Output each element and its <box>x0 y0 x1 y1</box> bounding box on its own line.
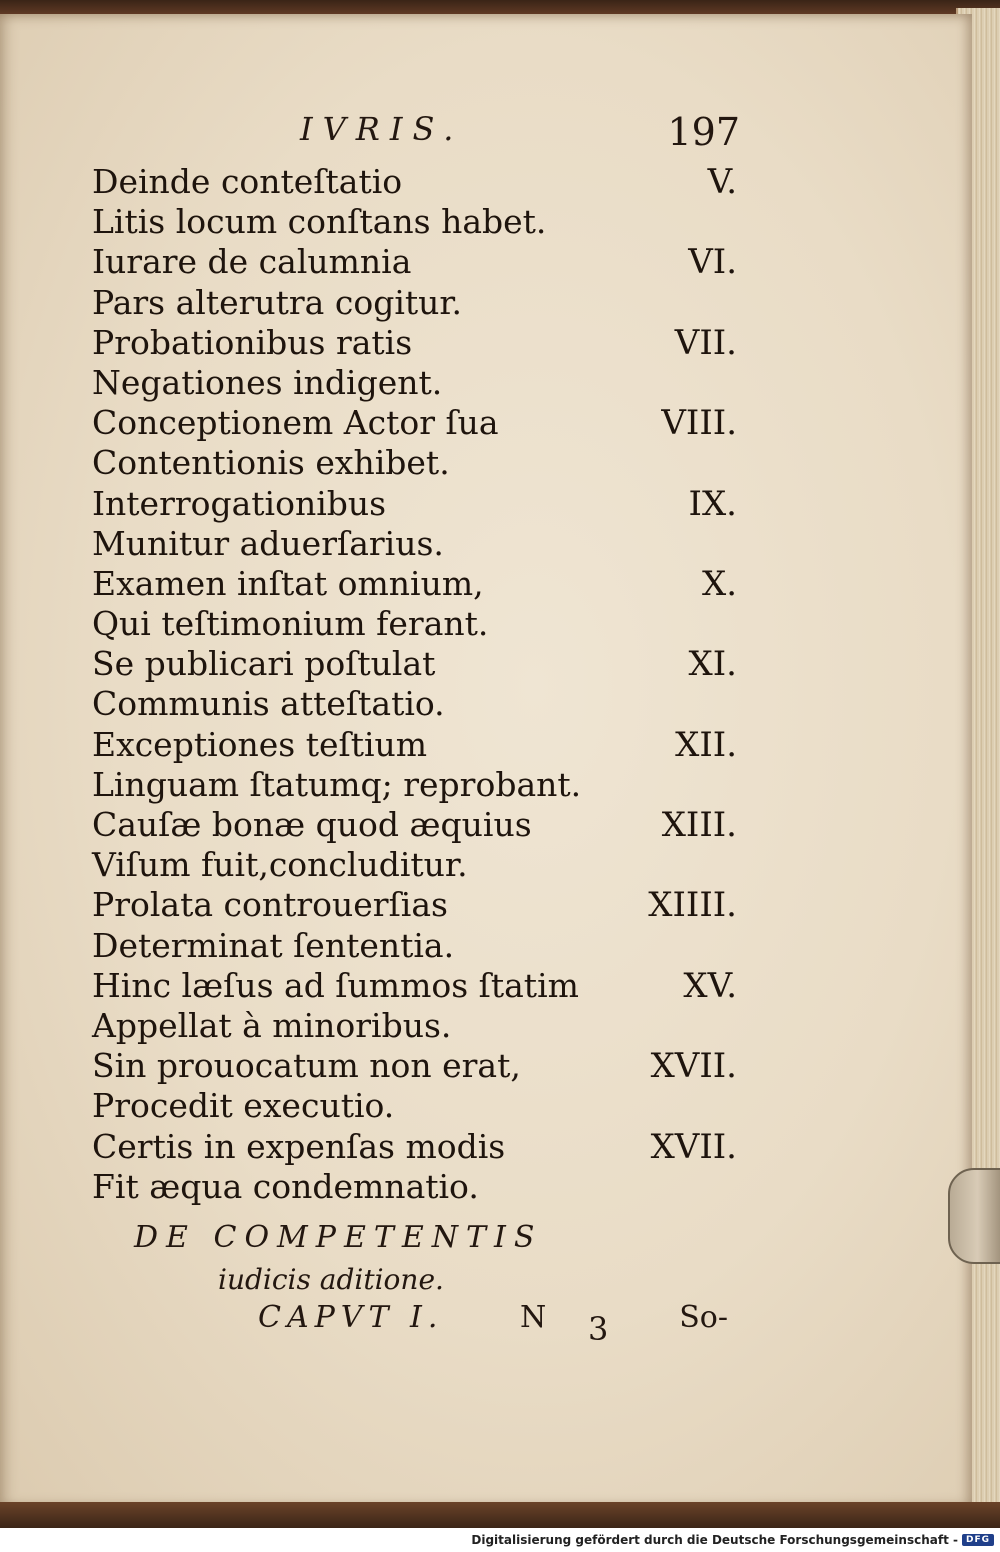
verse-line <box>92 885 737 925</box>
verse-text: Fit æqua condemnatio. <box>92 1166 479 1206</box>
verse-text: Iurare de calumnia <box>92 242 412 282</box>
chapter-numeral: IX. <box>688 483 737 524</box>
verse-text: Contentionis exhibet. <box>92 443 450 483</box>
verse-line <box>92 1046 737 1086</box>
page-number: 197 <box>667 110 740 154</box>
chapter-numeral: VII. <box>674 322 737 363</box>
chapter-subtitle: iudicis aditione. <box>218 1263 444 1296</box>
chapter-numeral: XVII. <box>650 1126 737 1167</box>
verse-text: Hinc læſus ad ſummos ſtatim <box>92 965 579 1005</box>
caput-label: CAPVT I. <box>258 1300 444 1335</box>
verse-text: Linguam ſtatumq; reprobant. <box>92 764 582 804</box>
verse-line <box>92 242 737 282</box>
verse-text: Qui teſtimonium ferant. <box>92 604 489 644</box>
verse-text: Determinat ſententia. <box>92 925 455 965</box>
chapter-numeral: XII. <box>675 724 737 765</box>
book-page <box>0 14 972 1508</box>
verse-line <box>92 283 737 323</box>
catchword: So- <box>679 1300 728 1335</box>
verse-line <box>92 644 737 684</box>
digitization-credit <box>471 1530 994 1550</box>
verse-text: Appellat à minoribus. <box>92 1005 452 1045</box>
verse-text: Procedit executio. <box>92 1086 395 1126</box>
page-tab-marker <box>948 1168 1000 1264</box>
verse-line <box>92 805 737 845</box>
verse-text: Exceptiones teſtium <box>92 724 428 764</box>
signature-mark: N <box>520 1300 547 1335</box>
verse-text: Cauſæ bonæ quod æquius <box>92 805 532 844</box>
verse-list <box>92 162 737 1207</box>
chapter-numeral: XIII. <box>661 805 737 845</box>
chapter-heading <box>134 1218 754 1302</box>
verse-line <box>92 363 737 403</box>
verse-text: Pars alterutra cogitur. <box>92 282 463 322</box>
verse-text: Se publicari poſtulat <box>92 644 436 684</box>
verse-line <box>92 966 737 1006</box>
verse-text: Deinde conteſtatio <box>92 162 403 201</box>
chapter-numeral: X. <box>701 563 737 604</box>
verse-line <box>92 564 737 604</box>
chapter-numeral: VI. <box>688 242 737 283</box>
chapter-numeral: XVII. <box>650 1046 737 1087</box>
chapter-numeral: VIII. <box>661 403 737 444</box>
dfg-logo-icon: DFG <box>962 1534 994 1546</box>
verse-line <box>92 926 737 966</box>
chapter-numeral: XI. <box>688 644 737 685</box>
verse-text: Interrogationibus <box>92 483 387 523</box>
verse-text: Probationibus ratis <box>92 322 413 362</box>
verse-text: Litis locum conſtans habet. <box>92 202 547 242</box>
chapter-numeral: XV. <box>683 965 737 1006</box>
chapter-title: DE COMPETENTIS <box>134 1220 543 1255</box>
verse-text: Conceptionem Actor ſua <box>92 403 499 443</box>
signature-number: 3 <box>588 1310 609 1348</box>
verse-text: Certis in expenſas modis <box>92 1126 506 1166</box>
verse-line <box>92 725 737 765</box>
verse-line <box>92 443 737 483</box>
chapter-numeral: V. <box>707 162 737 202</box>
verse-line <box>92 1086 737 1126</box>
verse-line <box>92 604 737 644</box>
verse-line <box>92 684 737 724</box>
chapter-numeral: XIIII. <box>648 885 737 926</box>
page-footer <box>258 1300 728 1350</box>
running-head: IVRIS. <box>300 110 464 148</box>
verse-line <box>92 403 737 443</box>
verse-line <box>92 1006 737 1046</box>
verse-text: Munitur aduerſarius. <box>92 523 444 563</box>
verse-text: Viſum fuit,concluditur. <box>92 845 468 885</box>
verse-text: Negationes indigent. <box>92 362 443 402</box>
verse-line <box>92 1167 737 1207</box>
verse-line <box>92 202 737 242</box>
verse-line <box>92 162 737 202</box>
verse-line <box>92 484 737 524</box>
verse-line <box>92 323 737 363</box>
verse-line <box>92 765 737 805</box>
verse-text: Communis atteſtatio. <box>92 684 445 724</box>
verse-text: Sin prouocatum non erat, <box>92 1046 521 1086</box>
verse-text: Examen inſtat omnium, <box>92 563 484 603</box>
credit-text: Digitalisierung gefördert durch die Deutsche Forschungsgemeinschaft - <box>471 1533 958 1547</box>
verse-line <box>92 524 737 564</box>
verse-text: Prolata controuerſias <box>92 885 448 925</box>
verse-line <box>92 845 737 885</box>
book-bottom-edge <box>0 1502 1000 1528</box>
page-header <box>300 110 740 158</box>
verse-line <box>92 1127 737 1167</box>
